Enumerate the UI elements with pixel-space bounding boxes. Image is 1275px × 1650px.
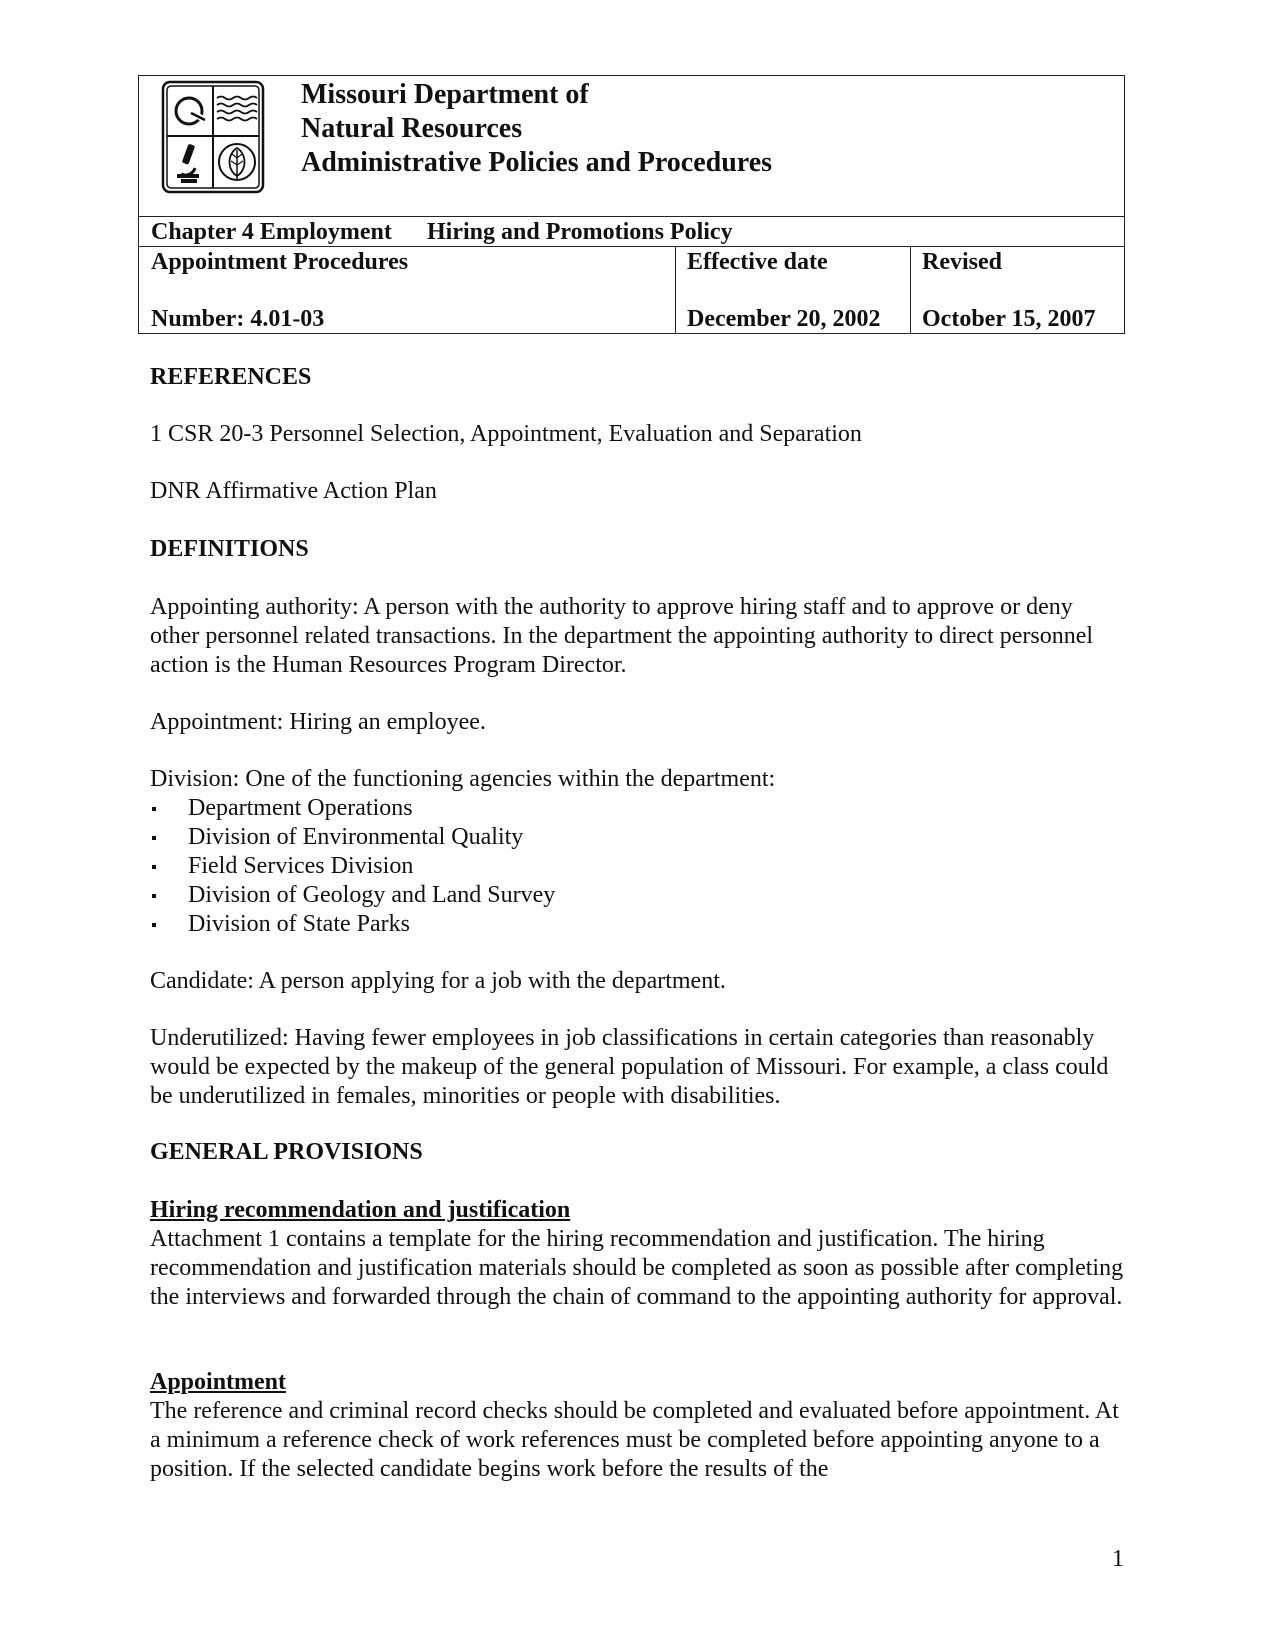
- division-intro: Division: One of the functioning agencies within the department:: [150, 766, 776, 792]
- org-title: [301, 78, 772, 180]
- appointment-section: [150, 1368, 1125, 1484]
- dnr-logo: [161, 80, 265, 194]
- references-heading: REFERENCES: [150, 364, 312, 390]
- definition-appointment: Appointment: Hiring an employee.: [150, 709, 486, 735]
- effective-date-value: December 20, 2002: [687, 306, 881, 332]
- list-item: Department Operations: [150, 794, 1125, 823]
- header-divider-middle: [139, 246, 1124, 247]
- revised-date-value: October 15, 2007: [922, 306, 1096, 332]
- list-item: Division of Environmental Quality: [150, 823, 1125, 852]
- org-title-line-2: Natural Resources: [301, 113, 523, 144]
- policy-label: Hiring and Promotions Policy: [427, 219, 733, 245]
- appointment-text: The reference and criminal record checks should be completed and evaluated before appointment. At a minimum a reference check of work references must be completed before appointing anyone to a position. If the selected candidate begins work before the results of the: [150, 1398, 1119, 1482]
- water-icon: [176, 97, 257, 125]
- org-title-line-3: Administrative Policies and Procedures: [301, 147, 773, 178]
- org-title-line-1: Missouri Department of: [301, 79, 589, 110]
- procedure-number: Number: 4.01-03: [151, 306, 325, 332]
- header-column-divider-1: [675, 246, 676, 333]
- reference-item-affirmative-action: DNR Affirmative Action Plan: [150, 478, 437, 504]
- definition-candidate: Candidate: A person applying for a job with the department.: [150, 968, 726, 994]
- list-item: Field Services Division: [150, 852, 1125, 881]
- definition-division: [150, 765, 1125, 939]
- chapter-label: Chapter 4 Employment: [151, 219, 392, 245]
- header-column-divider-2: [910, 246, 911, 333]
- list-item: Division of State Parks: [150, 910, 1125, 939]
- definitions-heading: DEFINITIONS: [150, 536, 309, 562]
- hiring-recommendation-heading: Hiring recommendation and justification: [150, 1197, 571, 1223]
- appointment-heading: Appointment: [150, 1369, 287, 1395]
- header-divider-top: [139, 216, 1124, 217]
- hiring-recommendation-section: [150, 1196, 1125, 1312]
- revised-label: Revised: [922, 249, 1002, 275]
- definition-underutilized: Underutilized: Having fewer employees in job classifications in certain categories than reasonably would be expected by the makeup of the general population of Missouri. For example, a class could be underutilized in females, minorities or people with disabilities.: [150, 1025, 1109, 1109]
- reference-item-csr: 1 CSR 20-3 Personnel Selection, Appointment, Evaluation and Separation: [150, 421, 862, 447]
- effective-date-label: Effective date: [687, 249, 828, 275]
- page-number: 1: [1112, 1546, 1124, 1572]
- division-list: [150, 794, 1125, 939]
- list-item: Division of Geology and Land Survey: [150, 881, 1125, 910]
- microscope-icon: [177, 144, 199, 183]
- policy-header-box: [138, 75, 1125, 334]
- hiring-recommendation-text: Attachment 1 contains a template for the hiring recommendation and justification. The hiring recommendation and justification materials should be completed as soon as possible after completing the interviews and forwarded through the chain of command to the appointing authority for approval.: [150, 1226, 1124, 1310]
- general-provisions-heading: GENERAL PROVISIONS: [150, 1139, 423, 1165]
- definition-appointing-authority: Appointing authority: A person with the authority to approve hiring staff and to approve or deny other personnel related transactions. In the department the appointing authority to direct personnel action is the Human Resources Program Director.: [150, 594, 1094, 678]
- procedure-title: Appointment Procedures: [151, 249, 409, 275]
- leaf-icon: [219, 144, 255, 180]
